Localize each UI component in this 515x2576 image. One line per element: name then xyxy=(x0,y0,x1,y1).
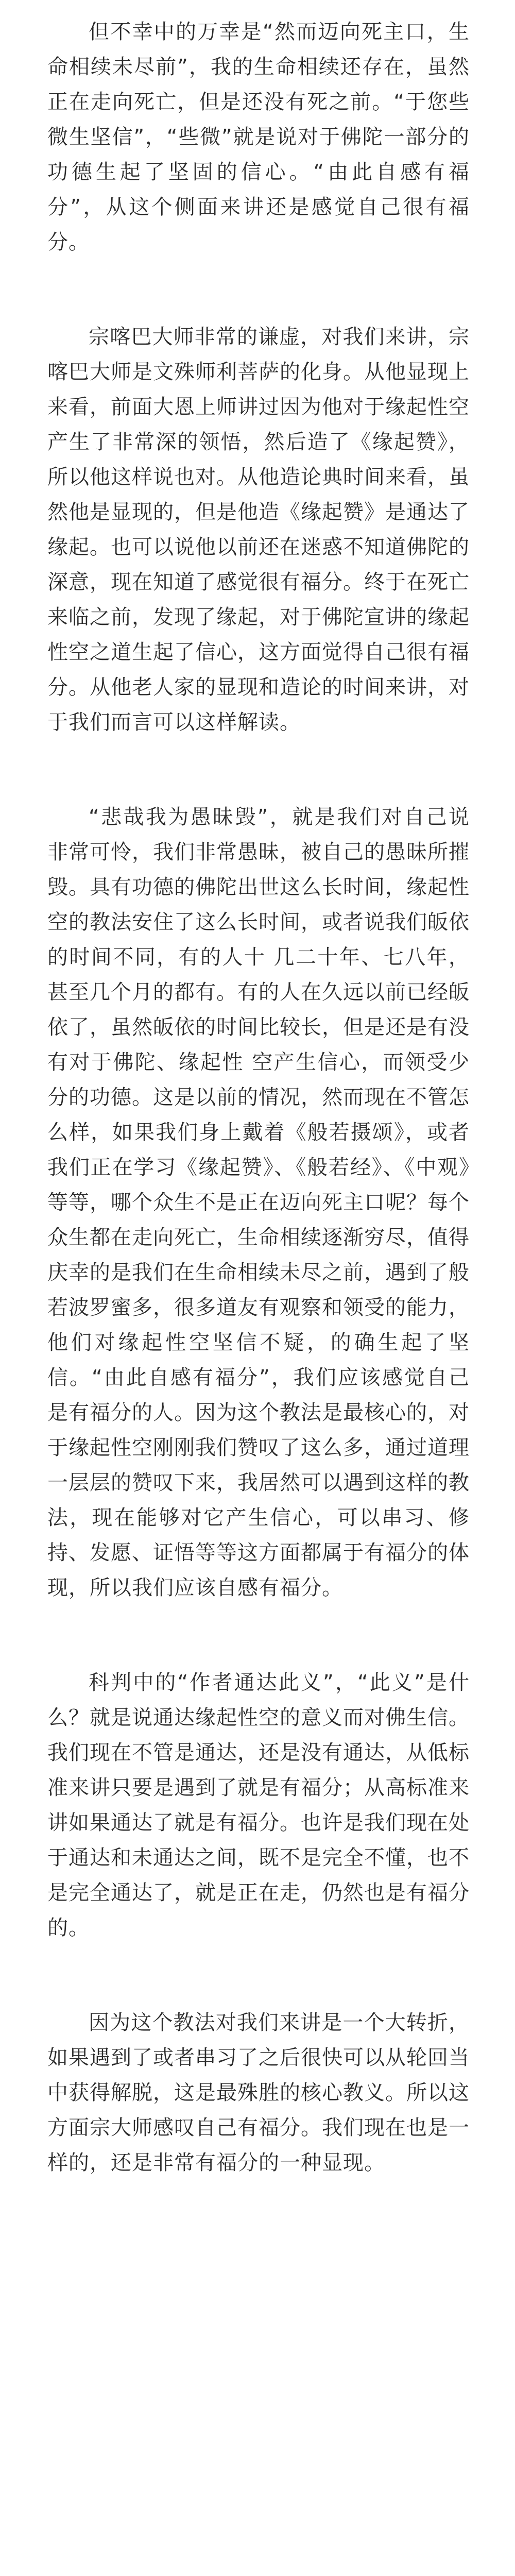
paragraph-3: “悲哉我为愚昧毁”，就是我们对自己说非常可怜，我们非常愚昧，被自己的愚昧所摧毁。具有功德的佛陀出世这么长时间，缘起性空的教法安住了这么长时间，或者说我们皈依的时间不同，有的人十 几二十年、七八年，甚至几个月的都有。有的人在久远以前已经皈 依了，虽然皈依的时间比较长，但是还是有没有对于佛陀、缘起性 空产生信心，而领受少分的功德。这是以前的情况，然而现在不管怎么样，如果我们身上戴着《般若摄颂》，或者我们正在学习《缘起赞》、《般若经》、《中观》等等，哪个众生不是正在迈向死主口呢？每个众生都在走向死亡，生命相续逐渐穷尽，值得庆幸的是我们在生命相续未尽之前，遇到了般若波罗蜜多，很多道友有观察和领受的能力，他们对缘起性空坚信不疑，的确生起了坚信。“由此自感有福分”，我们应该感觉自己是有福分的人。因为这个教法是最核心的，对于缘起性空刚刚我们赞叹了这么多，通过道理一层层的赞叹下来，我居然可以遇到这样的教法，现在能够对它产生信心，可以串习、修持、发愿、证悟等等这方面都属于有福分的体现，所以我们应该自感有福分。 xyxy=(47,805,470,1600)
paragraph-4: 科判中的“作者通达此义”，“此义”是什么？就是说通达缘起性空的意义而对佛生信。我们现在不管是通达，还是没有通达，从低标准来讲只要是遇到了就是有福分；从高标准来讲如果通达了就是有福分。也许是我们现在处于通达和未通达之间，既不是完全不懂，也不是完全通达了，就是正在走，仍然也是有福分的。 xyxy=(47,1671,470,1940)
article-body xyxy=(47,14,470,2180)
paragraph-1: 但不幸中的万幸是“然而迈向死主口，生命相续未尽前”，我的生命相续还存在，虽然正在走向死亡，但是还没有死之前。“于您些微生坚信”，“些微”就是说对于佛陀一部分的功德生起了坚固的信心。“由此自感有福分”，从这个侧面来讲还是感觉自己很有福分。 xyxy=(47,20,470,254)
paragraph-5: 因为这个教法对我们来讲是一个大转折，如果遇到了或者串习了之后很快可以从轮回当中获得解脱，这是最殊胜的核心教义。所以这方面宗大师感叹自己有福分。我们现在也是一样的，还是非常有福分的一种显现。 xyxy=(47,2011,470,2175)
paragraph-2: 宗喀巴大师非常的谦虚，对我们来讲，宗喀巴大师是文殊师利菩萨的化身。从他显现上来看，前面大恩上师讲过因为他对于缘起性空产生了非常深的领悟，然后造了《缘起赞》，所以他这样说也对。从他造论典时间来看，虽然他是显现的，但是他造《缘起赞》是通达了缘起。也可以说他以前还在迷惑不知道佛陀的深意，现在知道了感觉很有福分。终于在死亡来临之前，发现了缘起，对于佛陀宣讲的缘起性空之道生起了信心，这方面觉得自己很有福分。从他老人家的显现和造论的时间来讲，对于我们而言可以这样解读。 xyxy=(47,325,470,734)
